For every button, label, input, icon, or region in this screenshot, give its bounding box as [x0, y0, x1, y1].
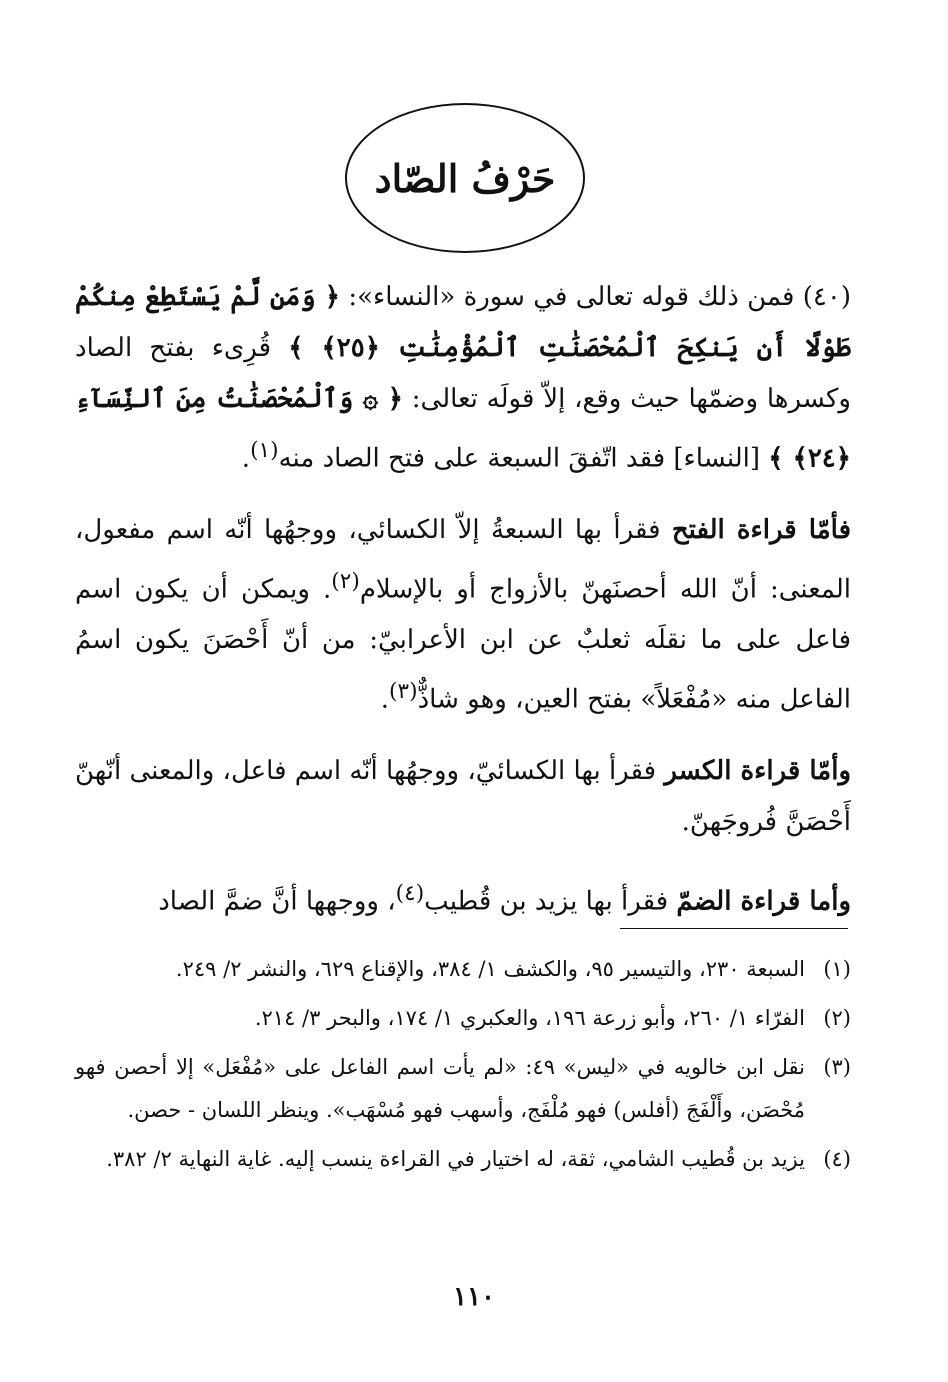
footnote-number: (٢) [823, 1006, 851, 1030]
paragraph-text: قُرِىء بفتح الصاد وكسرها وضمّها حيث وقع، إلاّ قولَه تعالى: [75, 333, 851, 414]
footnote-ref: (٢) [331, 568, 360, 594]
chapter-title-oval [345, 103, 585, 253]
footnote-text: نقل ابن خالويه في «ليس» ٤٩: «لم يأت اسم الفاعل على «مُفْعَل» إلا أحصن فهو مُحْصَن، وأَلْفَجَ (أفلس) فهو مُلْفَج، وأسهب فهو مُسْهَب». وينظر اللسان - حصن. [75, 1055, 805, 1122]
footnote-separator [620, 928, 848, 929]
footnote-text: الفرّاء ١/ ٢٦٠، وأبو زرعة ١٩٦، والعكبري ١/ ١٧٤، والبحر ٣/ ٢١٤. [254, 1006, 805, 1030]
quran-verse: ﴿ ۞ وَٱلْمُحْصَنَٰتُ مِنَ ٱلنِّسَآءِ ﴿٢٤﴾ ﴾ [75, 384, 851, 474]
main-text [75, 272, 851, 948]
paragraph-text: . ويمكن أن يكون اسم فاعل على ما نقلَه ثعلبٌ عن ابن الأعرابيّ: من أنّ أَحْصَنَ يكون اسمُ الفاعل منه «مُفْعَلاً» بفتح العين، وهو شاذٌّ [75, 574, 851, 715]
footnote-item [75, 1138, 851, 1181]
page-number: ١١٠ [453, 1282, 495, 1312]
paragraph-text: فقرأ بها يزيد بن قُطيب [424, 886, 677, 917]
paragraph-text: . [241, 443, 251, 474]
footnote-text: السبعة ٢٣٠، والتيسير ٩٥، والكشف ١/ ٣٨٤، والإقناع ٦٢٩، والنشر ٢/ ٢٤٩. [175, 957, 805, 981]
paragraph-heading: وأمّا قراءة الكسر [664, 755, 851, 786]
paragraph-text: (٤٠) فمن ذلك قوله تعالى في سورة «النساء»: [340, 282, 851, 312]
paragraph-40 [75, 272, 851, 485]
footnotes [75, 948, 851, 1187]
paragraph-text: ، ووجهها أنَّ ضمَّ الصاد [158, 886, 396, 917]
footnote-item [75, 948, 851, 991]
footnote-item [75, 997, 851, 1040]
paragraph-text: فقرأ بها الكسائيّ، ووجهُها أنّه اسم فاعل، والمعنى أنّهنّ أَحْصَنَّ فُروجَهنّ. [75, 755, 851, 837]
chapter-title: حَرْفُ الصّاد [374, 155, 556, 201]
paragraph-text: . [380, 684, 390, 715]
footnote-number: (٤) [823, 1147, 851, 1171]
paragraph-damm [75, 868, 851, 928]
footnote-ref: (٣) [389, 679, 418, 705]
footnote-item [75, 1046, 851, 1132]
paragraph-kasr [75, 746, 851, 848]
paragraph-text: فقرأ بها السبعةُ إلاّ الكسائي، ووجهُها أنّه اسم مفعول، المعنى: أنّ الله أحصنَهنّ بالأزواج أو بالإسلام [75, 514, 852, 605]
paragraph-fath [75, 505, 851, 726]
paragraph-heading: فأمّا قراءة الفتح [671, 514, 852, 545]
footnote-number: (١) [823, 957, 851, 981]
paragraph-text: [النساء] فقد اتّفقَ السبعة على فتح الصاد منه [278, 443, 769, 474]
footnote-ref: (٤) [395, 880, 425, 906]
quran-verse: ﴿ وَمَن لَّمْ يَسْتَطِعْ مِنكُمْ طَوْلًا أَن يَنكِحَ ٱلْمُحْصَنَٰتِ ٱلْمُؤْمِنَٰتِ ﴿٢٥﴾ ﴾ [75, 282, 851, 363]
footnote-ref: (١) [250, 438, 279, 463]
footnote-text: يزيد بن قُطيب الشامي، ثقة، له اختيار في القراءة ينسب إليه. غاية النهاية ٢/ ٣٨٢. [106, 1147, 805, 1171]
footnote-number: (٣) [823, 1055, 851, 1079]
paragraph-heading: وأما قراءة الضمّ [676, 886, 851, 917]
